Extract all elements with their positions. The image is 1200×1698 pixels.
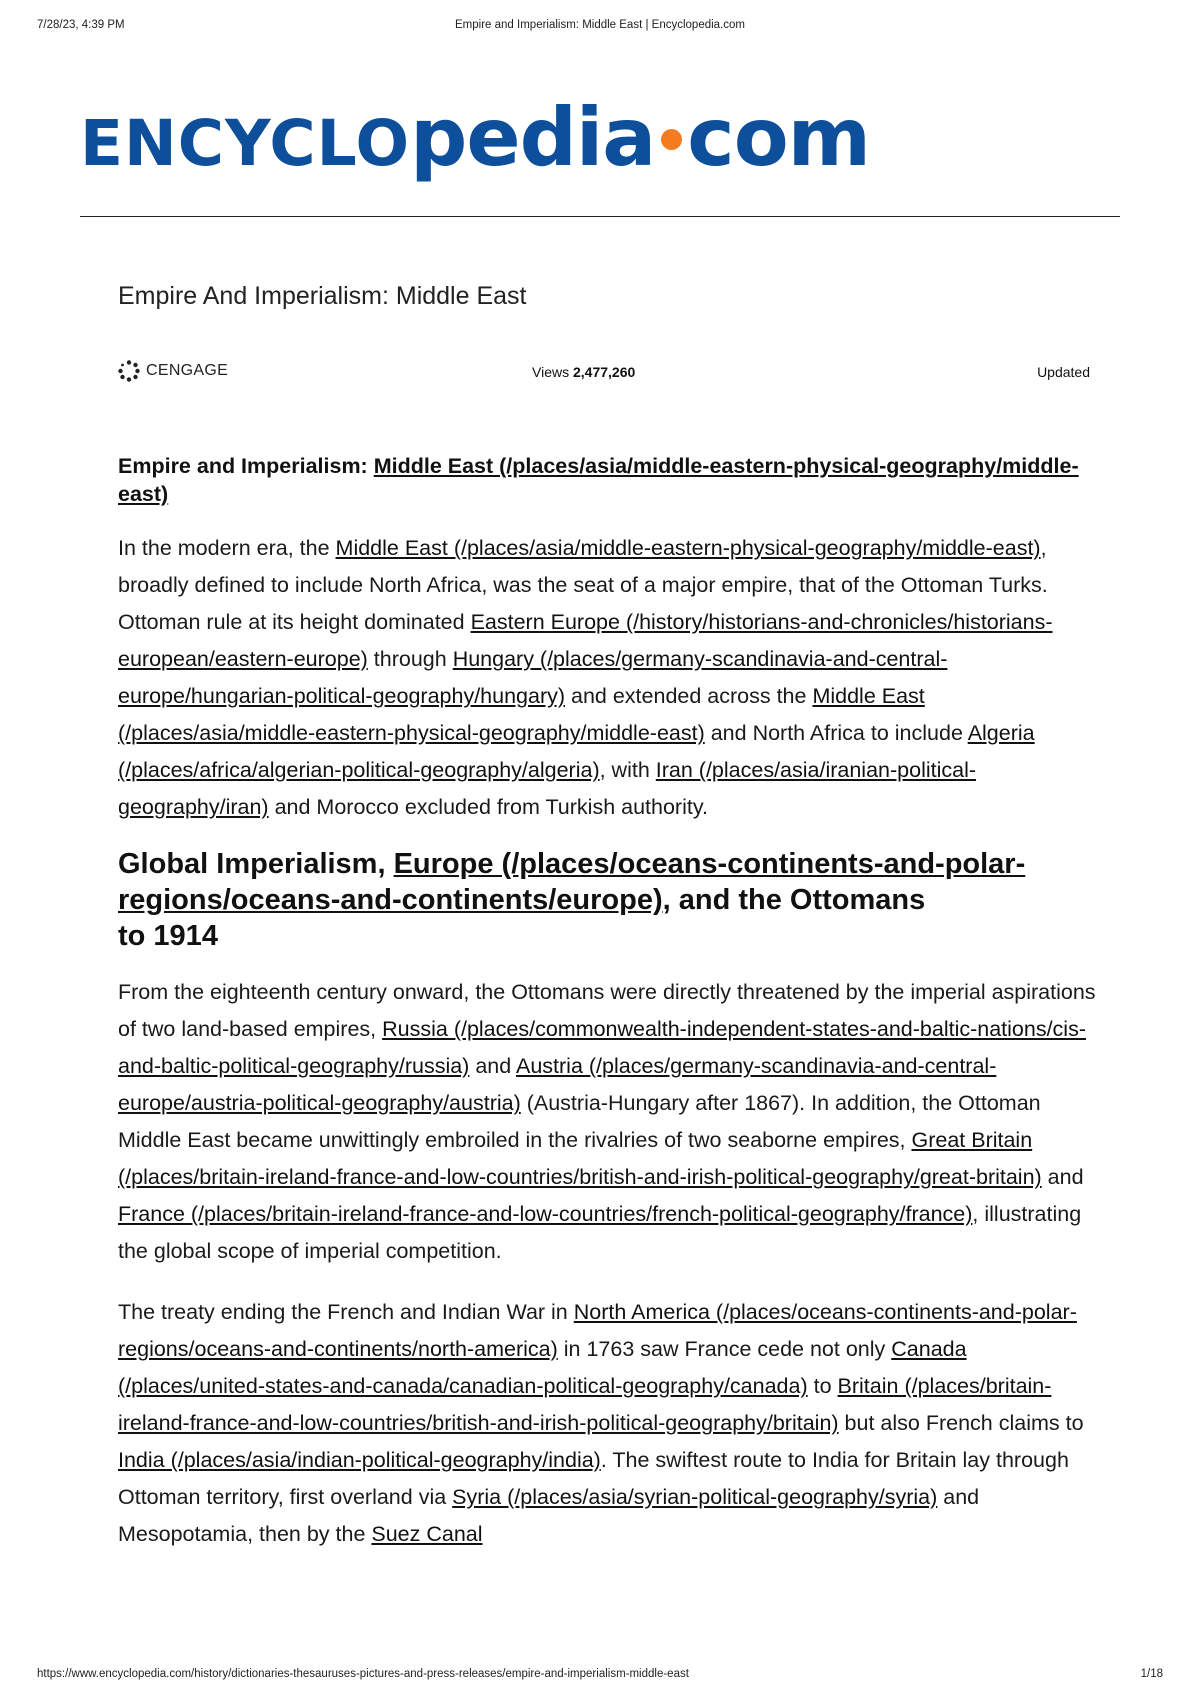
- link-algeria[interactable]: Algeria (/places/africa/algerian-political-geography/algeria): [118, 721, 1035, 782]
- source-badge: [118, 360, 228, 382]
- header-divider: [80, 216, 1120, 217]
- link-hungary[interactable]: Hungary (/places/germany-scandinavia-and-central-europe/hungarian-political-geography/hungary): [118, 647, 948, 708]
- article-meta: [118, 358, 1090, 386]
- paragraph-3: [118, 1294, 1100, 1553]
- text-span: to: [807, 1374, 838, 1398]
- views-count: [532, 364, 635, 380]
- text-span: and Mesopotamia, then by the: [118, 1485, 980, 1546]
- text-span: in 1763 saw France cede not only: [557, 1337, 892, 1361]
- section-heading-suffix: , and the Ottomans: [662, 884, 926, 916]
- text-span: and North Africa to include: [704, 721, 968, 745]
- text-span: but also French claims to: [838, 1411, 1084, 1435]
- link-syria[interactable]: Syria (/places/asia/syrian-political-geography/syria): [452, 1485, 938, 1509]
- text-span: through: [367, 647, 453, 671]
- text-span: (Austria-Hungary after 1867). In addition, the Ottoman Middle East became unwittingly embroiled in the rivalries of two seaborne empires,: [118, 1091, 1041, 1152]
- source-name: CENGAGE: [146, 362, 229, 379]
- article-subheading: [118, 452, 1100, 508]
- paragraph-gap: [118, 1270, 1100, 1294]
- print-page-title: Empire and Imperialism: Middle East | Encyclopedia.com: [455, 19, 745, 31]
- print-datetime: 7/28/23, 4:39 PM: [37, 19, 125, 31]
- link-north-america[interactable]: North America (/places/oceans-continents-and-polar-regions/oceans-and-continents/north-america): [118, 1300, 1077, 1361]
- subhead-link-middle-east[interactable]: Middle East (/places/asia/middle-eastern-physical-geography/middle-east): [118, 454, 1079, 506]
- link-suez-canal[interactable]: Suez Canal: [371, 1522, 483, 1546]
- link-france[interactable]: France (/places/britain-ireland-france-and-low-countries/french-political-geography/france): [118, 1202, 973, 1226]
- text-span: and: [1041, 1165, 1084, 1189]
- logo-part-encyclo: ENCYCLO: [80, 107, 411, 180]
- views-value: 2,477,260: [572, 364, 636, 380]
- link-austria[interactable]: Austria (/places/germany-scandinavia-and-central-europe/austria-political-geography/austria): [118, 1054, 997, 1115]
- section-heading: [118, 846, 1100, 954]
- site-logo[interactable]: [80, 91, 871, 184]
- logo-part-com: com: [687, 91, 871, 184]
- link-india[interactable]: India (/places/asia/indian-political-geography/india): [118, 1448, 601, 1472]
- link-eastern-europe[interactable]: Eastern Europe (/history/historians-and-chronicles/historians-european/eastern-europe): [118, 610, 1053, 671]
- link-britain[interactable]: Britain (/places/britain-ireland-france-and-low-countries/british-and-irish-political-geography/britain): [118, 1374, 1052, 1435]
- print-page-number: 1/18: [1140, 1668, 1163, 1680]
- logo-part-pedia: pedia: [410, 91, 656, 184]
- logo-dot-icon: [661, 129, 682, 150]
- link-middle-east-2[interactable]: Middle East (/places/asia/middle-eastern-physical-geography/middle-east): [118, 684, 925, 745]
- print-header: [37, 19, 1163, 35]
- updated-label: Updated: [1037, 364, 1090, 380]
- text-span: and Morocco excluded from Turkish authority.: [268, 795, 708, 819]
- paragraph-2: [118, 974, 1100, 1270]
- subhead-prefix: Empire and Imperialism:: [118, 454, 374, 478]
- link-russia[interactable]: Russia (/places/commonwealth-independent-states-and-baltic-nations/cis-and-baltic-political-geography/russia): [118, 1017, 1086, 1078]
- link-middle-east[interactable]: Middle East (/places/asia/middle-eastern-physical-geography/middle-east): [335, 536, 1041, 560]
- link-europe[interactable]: Europe (/places/oceans-continents-and-polar-regions/oceans-and-continents/europe): [118, 848, 1026, 916]
- text-span: From the eighteenth century onward, the Ottomans were directly threatened by the imperial aspirations of two land-based empires,: [118, 980, 1096, 1041]
- text-span: and extended across the: [565, 684, 813, 708]
- link-iran[interactable]: Iran (/places/asia/iranian-political-geography/iran): [118, 758, 977, 819]
- text-span: . The swiftest route to India for Britain lay through Ottoman territory, first overland via: [118, 1448, 1069, 1509]
- text-span: The treaty ending the French and Indian War in: [118, 1300, 574, 1324]
- section-heading-prefix: Global Imperialism,: [118, 848, 394, 880]
- paragraph-1: [118, 530, 1100, 826]
- text-span: , with: [599, 758, 656, 782]
- section-heading-suffix-2: to 1914: [118, 920, 218, 952]
- link-great-britain[interactable]: Great Britain (/places/britain-ireland-france-and-low-countries/british-and-irish-political-geography/great-britain): [118, 1128, 1042, 1189]
- text-span: , illustrating the global scope of imperial competition.: [118, 1202, 1082, 1263]
- print-footer: [37, 1668, 1163, 1684]
- link-canada[interactable]: Canada (/places/united-states-and-canada/canadian-political-geography/canada): [118, 1337, 967, 1398]
- cengage-logo-icon: [118, 360, 140, 382]
- views-label: Views: [532, 364, 573, 380]
- page-title: Empire And Imperialism: Middle East: [118, 282, 527, 310]
- print-url: https://www.encyclopedia.com/history/dictionaries-thesauruses-pictures-and-press-releases/empire-and-imperialism-middle-east: [37, 1668, 689, 1680]
- text-span: In the modern era, the: [118, 536, 336, 560]
- text-span: , broadly defined to include North Africa, was the seat of a major empire, that of the Ottoman Turks. Ottoman rule at its height dominated: [118, 536, 1048, 634]
- text-span: and: [469, 1054, 516, 1078]
- article-body: [118, 452, 1100, 1553]
